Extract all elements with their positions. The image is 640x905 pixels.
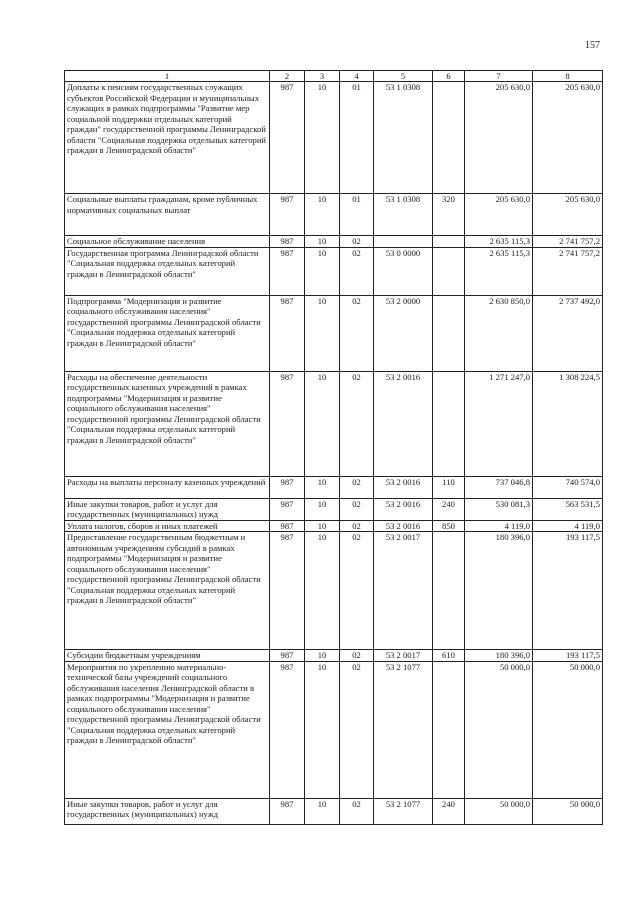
row-col3-cell: 10 <box>305 798 340 824</box>
row-name-cell: Предоставление государственным бюджетным и автономным учреждениям субсидий в рамках подпрограммы "Модернизация и развитие социального обслуживания населения" государственной программы Ленинградской области "Социальная поддержка отдельных категорий граждан в Ленинградской области" <box>65 532 270 650</box>
row-col8-cell: 740 574,0 <box>533 476 603 498</box>
row-col4-cell: 02 <box>340 295 374 371</box>
row-col8-cell: 1 308 224,5 <box>533 371 603 476</box>
row-name-cell: Расходы на выплаты персоналу казенных учреждений <box>65 476 270 498</box>
row-name-cell: Иные закупки товаров, работ и услуг для государственных (муниципальных) нужд <box>65 798 270 824</box>
row-col8-cell: 205 630,0 <box>533 194 603 236</box>
row-col2-cell: 987 <box>270 194 305 236</box>
table-row <box>65 295 603 371</box>
row-col6-cell: 110 <box>433 476 465 498</box>
row-col4-cell: 02 <box>340 532 374 650</box>
row-col3-cell: 10 <box>305 247 340 295</box>
row-col5-cell: 53 1 0308 <box>374 82 433 194</box>
row-col7-cell: 50 000,0 <box>465 798 533 824</box>
row-col5-cell: 53 2 1077 <box>374 661 433 798</box>
table-row <box>65 661 603 798</box>
row-col8-cell: 4 119,0 <box>533 520 603 531</box>
row-col3-cell: 10 <box>305 371 340 476</box>
table-row <box>65 371 603 476</box>
row-col7-cell: 180 396,0 <box>465 532 533 650</box>
row-col5-cell: 53 2 0000 <box>374 295 433 371</box>
row-col3-cell: 10 <box>305 82 340 194</box>
row-col8-cell: 563 531,5 <box>533 498 603 520</box>
row-col3-cell: 10 <box>305 650 340 661</box>
row-col7-cell: 737 046,8 <box>465 476 533 498</box>
col-header: 3 <box>305 71 340 82</box>
row-col5-cell: 53 2 0017 <box>374 650 433 661</box>
col-header: 8 <box>533 71 603 82</box>
row-col8-cell: 193 117,5 <box>533 650 603 661</box>
row-col6-cell: 240 <box>433 498 465 520</box>
row-name-cell: Мероприятия по укреплению материально-технической базы учреждений социального обслуживания населения Ленинградской области в рамках подпрограммы "Модернизация и развитие социального обслуживания населения" государственной программы Ленинградской области "Социальная поддержка отдельных категорий граждан в Ленинградской области" <box>65 661 270 798</box>
col-header: 1 <box>65 71 270 82</box>
row-col2-cell: 987 <box>270 520 305 531</box>
row-col6-cell <box>433 236 465 247</box>
row-col5-cell <box>374 236 433 247</box>
row-col8-cell: 2 741 757,2 <box>533 236 603 247</box>
row-name-cell: Социальное обслуживание населения <box>65 236 270 247</box>
row-col7-cell: 2 635 115,3 <box>465 247 533 295</box>
row-col2-cell: 987 <box>270 295 305 371</box>
row-name-cell: Иные закупки товаров, работ и услуг для государственных (муниципальных) нужд <box>65 498 270 520</box>
row-col6-cell <box>433 532 465 650</box>
row-col5-cell: 53 2 0016 <box>374 371 433 476</box>
row-col8-cell: 2 741 757,2 <box>533 247 603 295</box>
row-col7-cell: 205 630,0 <box>465 82 533 194</box>
col-header: 7 <box>465 71 533 82</box>
col-header: 4 <box>340 71 374 82</box>
row-col2-cell: 987 <box>270 650 305 661</box>
table-row <box>65 194 603 236</box>
row-col8-cell: 193 117,5 <box>533 532 603 650</box>
row-col3-cell: 10 <box>305 532 340 650</box>
row-col5-cell: 53 2 1077 <box>374 798 433 824</box>
row-col6-cell <box>433 82 465 194</box>
row-col8-cell: 2 737 492,0 <box>533 295 603 371</box>
row-col7-cell: 4 119,0 <box>465 520 533 531</box>
row-name-cell: Социальные выплаты гражданам, кроме публичных нормативных социальных выплат <box>65 194 270 236</box>
page-number: 157 <box>585 40 600 51</box>
row-name-cell: Государственная программа Ленинградской области "Социальная поддержка отдельных категорий граждан в Ленинградской области" <box>65 247 270 295</box>
col-header: 2 <box>270 71 305 82</box>
row-col6-cell: 240 <box>433 798 465 824</box>
row-col4-cell: 02 <box>340 661 374 798</box>
row-col3-cell: 10 <box>305 295 340 371</box>
table-row <box>65 476 603 498</box>
row-col7-cell: 530 081,3 <box>465 498 533 520</box>
row-col7-cell: 50 000,0 <box>465 661 533 798</box>
row-col6-cell <box>433 295 465 371</box>
row-name-cell: Субсидии бюджетным учреждениям <box>65 650 270 661</box>
row-col3-cell: 10 <box>305 194 340 236</box>
row-col3-cell: 10 <box>305 236 340 247</box>
row-col8-cell: 205 630,0 <box>533 82 603 194</box>
row-col7-cell: 205 630,0 <box>465 194 533 236</box>
table-row <box>65 798 603 824</box>
row-col4-cell: 02 <box>340 650 374 661</box>
row-col4-cell: 02 <box>340 798 374 824</box>
row-col2-cell: 987 <box>270 798 305 824</box>
row-name-cell: Уплата налогов, сборов и иных платежей <box>65 520 270 531</box>
row-col7-cell: 2 630 850,0 <box>465 295 533 371</box>
row-col6-cell <box>433 371 465 476</box>
row-col3-cell: 10 <box>305 476 340 498</box>
row-col3-cell: 10 <box>305 498 340 520</box>
col-header: 6 <box>433 71 465 82</box>
row-col5-cell: 53 2 0016 <box>374 520 433 531</box>
row-col7-cell: 2 635 115,3 <box>465 236 533 247</box>
row-col4-cell: 01 <box>340 82 374 194</box>
row-col7-cell: 1 271 247,0 <box>465 371 533 476</box>
row-col2-cell: 987 <box>270 247 305 295</box>
row-col6-cell <box>433 661 465 798</box>
row-col6-cell: 320 <box>433 194 465 236</box>
table-row <box>65 236 603 247</box>
row-col5-cell: 53 1 0308 <box>374 194 433 236</box>
row-col5-cell: 53 2 0017 <box>374 532 433 650</box>
row-col5-cell: 53 2 0016 <box>374 498 433 520</box>
table-row <box>65 650 603 661</box>
row-col4-cell: 02 <box>340 371 374 476</box>
header-row <box>65 71 603 82</box>
budget-table <box>64 70 603 825</box>
row-col5-cell: 53 0 0000 <box>374 247 433 295</box>
row-col5-cell: 53 2 0016 <box>374 476 433 498</box>
row-col7-cell: 180 396,0 <box>465 650 533 661</box>
row-col2-cell: 987 <box>270 532 305 650</box>
row-col6-cell: 850 <box>433 520 465 531</box>
row-col6-cell <box>433 247 465 295</box>
table-row <box>65 520 603 531</box>
row-col2-cell: 987 <box>270 236 305 247</box>
row-col8-cell: 50 000,0 <box>533 798 603 824</box>
table-row <box>65 498 603 520</box>
row-col4-cell: 02 <box>340 236 374 247</box>
row-col4-cell: 02 <box>340 247 374 295</box>
row-col4-cell: 02 <box>340 476 374 498</box>
row-col2-cell: 987 <box>270 498 305 520</box>
row-col4-cell: 02 <box>340 520 374 531</box>
table-row <box>65 532 603 650</box>
row-col4-cell: 01 <box>340 194 374 236</box>
row-col8-cell: 50 000,0 <box>533 661 603 798</box>
row-col3-cell: 10 <box>305 520 340 531</box>
row-col3-cell: 10 <box>305 661 340 798</box>
row-name-cell: Подпрограмма "Модернизация и развитие социального обслуживания населения" государственной программы Ленинградской области "Социальная поддержка отдельных категорий граждан в Ленинградской области" <box>65 295 270 371</box>
row-col2-cell: 987 <box>270 661 305 798</box>
row-col2-cell: 987 <box>270 476 305 498</box>
table-row <box>65 82 603 194</box>
row-col2-cell: 987 <box>270 371 305 476</box>
table-row <box>65 247 603 295</box>
row-col4-cell: 02 <box>340 498 374 520</box>
row-name-cell: Доплаты к пенсиям государственных служащих субъектов Российской Федерации и муниципальных служащих в рамках подпрограммы "Развитие мер социальной поддержки отдельных категорий граждан" государственной программы Ленинградской области "Социальная поддержка отдельных категорий граждан в Ленинградской области" <box>65 82 270 194</box>
row-name-cell: Расходы на обеспечение деятельности государственных казенных учреждений в рамках подпрограммы "Модернизация и развитие социального обслуживания населения" государственной программы Ленинградской области "Социальная поддержка отдельных категорий граждан в Ленинградской области" <box>65 371 270 476</box>
col-header: 5 <box>374 71 433 82</box>
row-col6-cell: 610 <box>433 650 465 661</box>
row-col2-cell: 987 <box>270 82 305 194</box>
